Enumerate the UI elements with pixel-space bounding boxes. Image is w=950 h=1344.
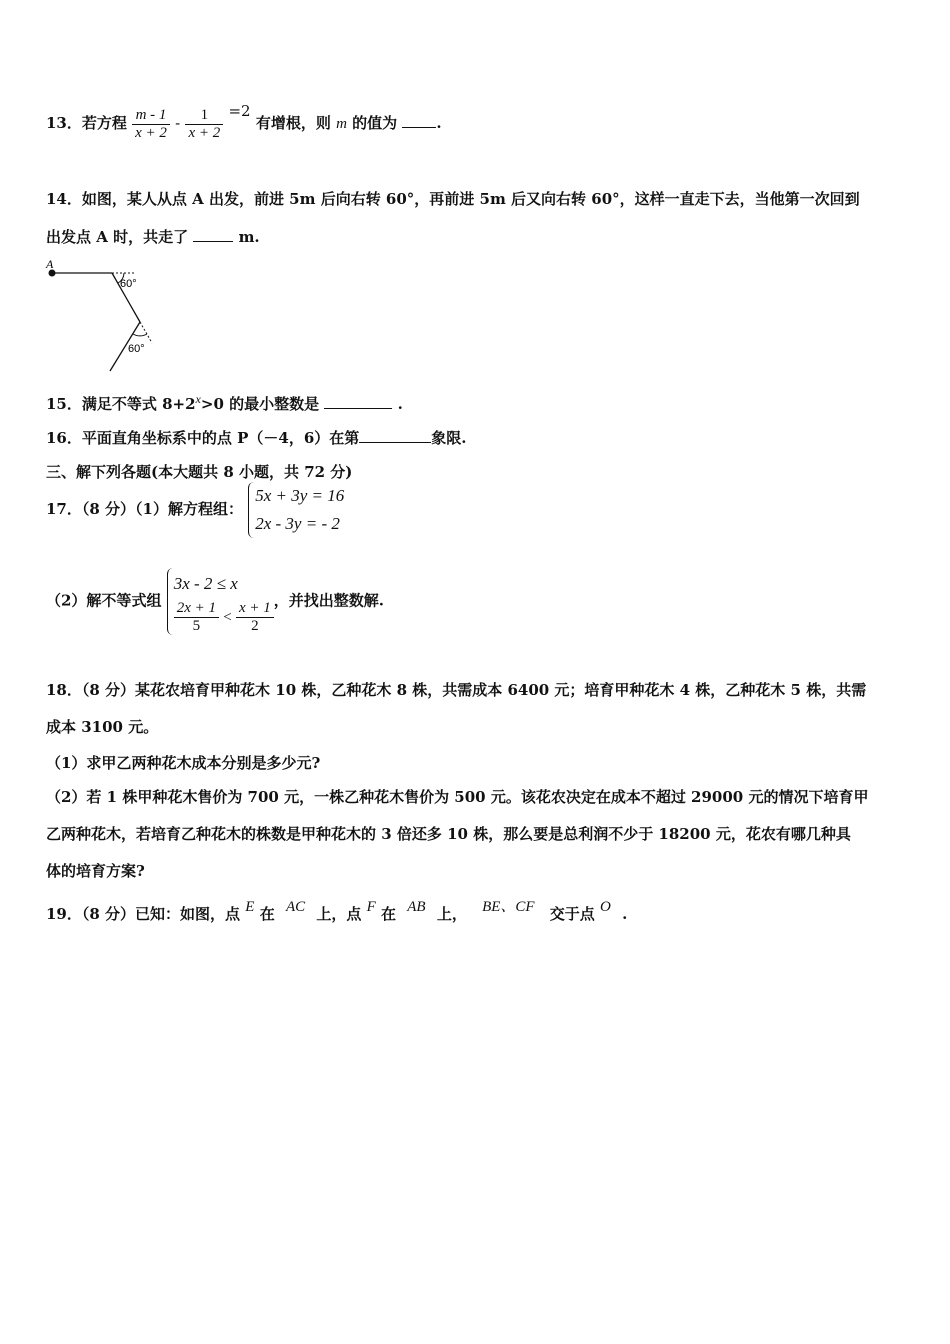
- q13-frac1-denominator: x + 2: [135, 124, 167, 141]
- question-18-sub-2-line-1: （2）若 1 株甲种花木售价为 700 元，一株乙种花木售价为 500 元。该花农决定在成本不超过 29000 元的情况下培育甲: [46, 788, 869, 806]
- q13-suffix: 的值为: [352, 114, 398, 132]
- q17-ineq2-right-fraction: [236, 600, 274, 635]
- q17-ineq2-left-numerator: 2x + 1: [174, 600, 219, 618]
- q15-var: x: [195, 392, 201, 406]
- q19-segment-ac: AC: [285, 899, 306, 915]
- q19-point-f: F: [366, 899, 376, 915]
- question-14-line-2: [46, 226, 260, 247]
- q13-answer-blank: [402, 127, 436, 128]
- q19-text-2: 上，点: [316, 905, 362, 923]
- q17-inequality-system: [167, 568, 274, 635]
- q14-line2-suffix: m.: [238, 228, 260, 246]
- q17-equation-1: 5x + 3y = 16: [255, 486, 345, 505]
- q17-ineq2-less-than: <: [223, 609, 232, 626]
- q13-frac2-denominator: x + 2: [188, 124, 221, 141]
- angle-label-2: 60°: [128, 343, 145, 355]
- question-15: [46, 392, 403, 414]
- point-a-label: A: [46, 257, 54, 271]
- q19-text-5: 交于点: [549, 905, 595, 923]
- angle-arc-2: [133, 334, 147, 336]
- q16-answer-blank: [359, 442, 431, 443]
- q17-ineq2-left-fraction: [174, 600, 219, 635]
- q13-prefix: 13．若方程: [46, 114, 127, 132]
- q15-suffix: >0 的最小整数是: [200, 395, 320, 413]
- q17-part1-label: 17．（8 分）（1）解方程组：: [46, 500, 243, 518]
- q19-segments-be-cf: BE、CF: [482, 899, 535, 915]
- q17-inequality-2: [174, 598, 274, 635]
- q14-path-figure: [40, 254, 170, 376]
- q13-mid: 有增根，则: [255, 114, 331, 132]
- q13-var: m: [336, 116, 347, 132]
- q17-ineq2-left-denominator: 5: [192, 618, 201, 634]
- q15-end: .: [397, 395, 403, 413]
- q16-suffix: 象限.: [431, 429, 467, 447]
- question-14-line-1: 14．如图，某人从点 A 出发，前进 5m 后向右转 60°，再前进 5m 后又向右转 60°，这样一直走下去，当他第一次回到: [46, 190, 860, 208]
- q13-end: .: [436, 114, 442, 132]
- question-18-sub-2-line-2: 乙两种花木，若培育乙种花木的株数是甲种花木的 3 倍还多 10 株，那么要是总利润不少于 18200 元，花农有哪几种具: [46, 825, 851, 843]
- question-17-part-2: [46, 568, 384, 635]
- q17-equation-system: [248, 482, 344, 538]
- q17-ineq2-right-numerator: x + 1: [236, 600, 274, 618]
- q19-text-4: 上，: [436, 905, 467, 923]
- q13-frac2-numerator: 1: [185, 107, 223, 125]
- q19-text-3: 在: [381, 905, 397, 923]
- angle-label-1: 60°: [120, 278, 137, 290]
- q13-minus: -: [175, 114, 181, 132]
- q17-part2-label: （2）解不等式组: [46, 591, 162, 610]
- question-16: [46, 427, 467, 448]
- question-18-line-1: 18．（8 分）某花农培育甲种花木 10 株，乙种花木 8 株，共需成本 6400 元；培育甲种花木 4 株，乙种花木 5 株，共需: [46, 681, 867, 699]
- q19-end: .: [622, 905, 628, 923]
- q19-point-e: E: [245, 899, 255, 915]
- q14-line2-prefix: 出发点 A 时，共走了: [46, 228, 189, 246]
- q15-answer-blank: [324, 408, 392, 409]
- question-18-sub-1: （1）求甲乙两种花木成本分别是多少元?: [46, 754, 321, 772]
- q17-inequality-1: 3x - 2 ≤ x: [173, 574, 238, 593]
- q14-answer-blank: [193, 241, 233, 242]
- q15-prefix: 15．满足不等式 8+2: [46, 395, 196, 413]
- section-3-heading: 三、解下列各题(本大题共 8 小题，共 72 分): [46, 463, 353, 481]
- q16-prefix: 16．平面直角坐标系中的点 P（－4，6）在第: [46, 429, 360, 447]
- question-18-line-2: 成本 3100 元。: [46, 718, 159, 736]
- question-18-sub-2-line-3: 体的培育方案?: [46, 862, 145, 880]
- q17-ineq2-right-denominator: 2: [251, 618, 259, 634]
- q19-text-1: 在: [259, 905, 275, 923]
- question-17-part-1: [46, 482, 344, 538]
- q17-equation-2: 2x - 3y = - 2: [255, 514, 340, 533]
- path-segment-2-extension: [140, 322, 152, 343]
- q19-prefix: 19．（8 分）已知：如图，点: [46, 905, 241, 923]
- q19-point-o: O: [600, 899, 611, 915]
- q13-fraction-2: [185, 107, 223, 142]
- q13-fraction-1: [132, 107, 170, 142]
- q17-part2-suffix: ，并找出整数解.: [273, 591, 384, 610]
- question-19: [46, 895, 627, 924]
- q13-frac1-numerator: m - 1: [132, 107, 170, 125]
- q19-segment-ab: AB: [407, 899, 426, 915]
- q13-equals: =2: [228, 102, 251, 120]
- question-13: [46, 102, 442, 142]
